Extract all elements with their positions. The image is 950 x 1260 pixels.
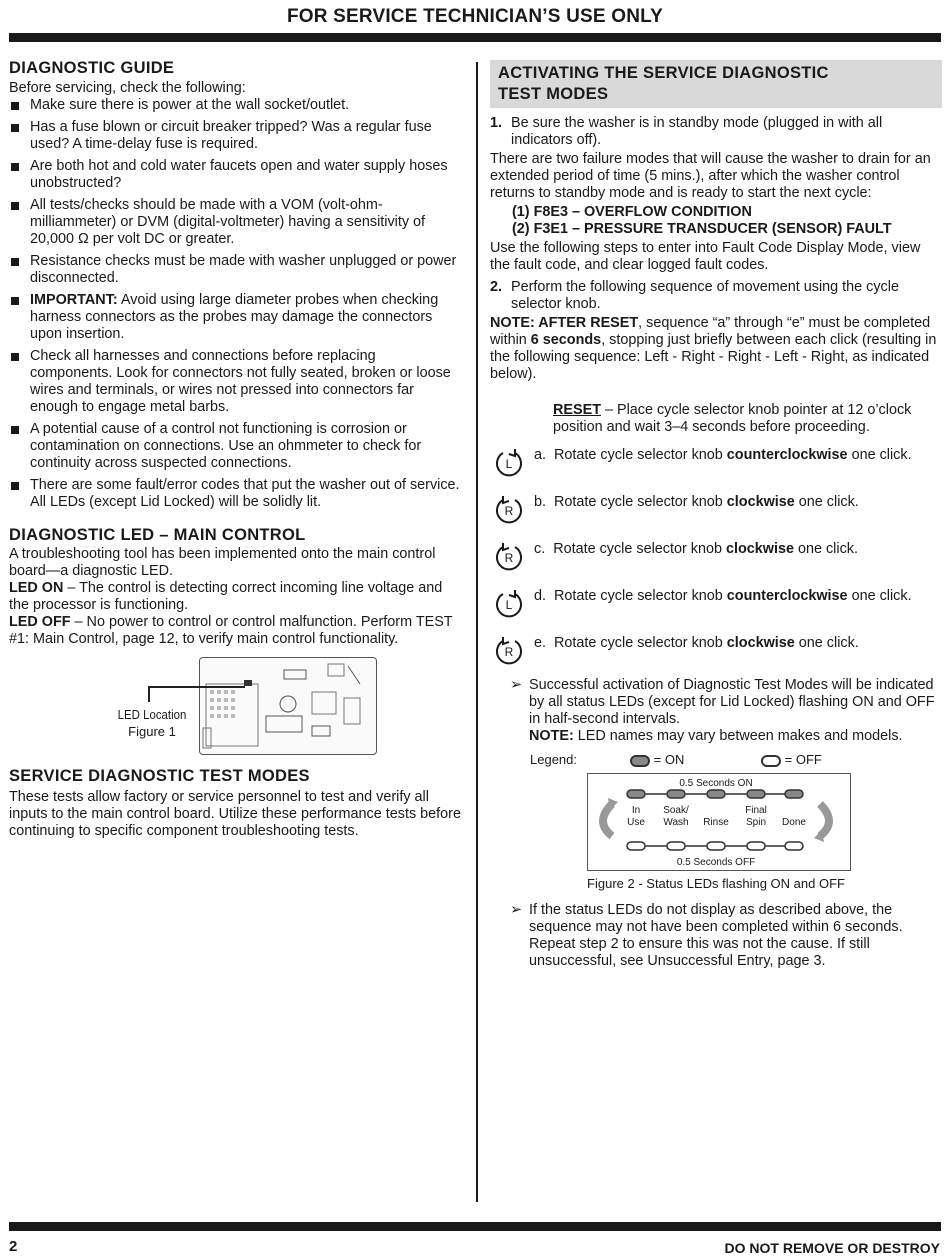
- step-pre: Rotate cycle selector knob: [554, 494, 727, 510]
- success-text: Successful activation of Diagnostic Test Modes will be indicated by all status LEDs (except for Lid Locked) flashing ON and OFF in half-second intervals.: [529, 677, 935, 727]
- diagnostic-guide-title: DIAGNOSTIC GUIDE: [9, 59, 175, 77]
- step-pre: Rotate cycle selector knob: [554, 447, 727, 463]
- control-board-drawing: [200, 658, 376, 754]
- step-letter: b.: [534, 494, 547, 510]
- note-text-2: , stopping just briefly between each click (resulting in the following sequence: Left - Right - Right - Left - Right, as indicated below).: [490, 332, 937, 382]
- legend: [490, 749, 942, 769]
- step-text: [534, 541, 858, 558]
- service-test-modes-text: These tests allow factory or service personnel to test and verify all inputs to the main control board. Utilize these performance tests before continuing to specific component troubleshooting tests.: [9, 789, 461, 839]
- step-pre: Rotate cycle selector knob: [554, 588, 727, 604]
- list-item: Make sure there is power at the wall socket/outlet.: [9, 97, 461, 114]
- guide-intro: Before servicing, check the following:: [9, 80, 246, 96]
- important-text: Avoid using large diameter probes when checking harness connectors as the probes may damage the connectors upon insertion.: [30, 292, 439, 342]
- failure-mode-2: (2) F3E1 – PRESSURE TRANSDUCER (SENSOR) FAULT: [512, 221, 892, 237]
- service-test-modes-title: SERVICE DIAGNOSTIC TEST MODES: [9, 767, 310, 785]
- step-text: [534, 588, 912, 605]
- note-after-reset: [490, 315, 942, 383]
- status-led-label: Final: [745, 805, 767, 816]
- icon-letter: R: [504, 504, 514, 518]
- step-text: [534, 635, 859, 652]
- status-led-label: Rinse: [703, 817, 729, 828]
- rotation-step: [490, 542, 942, 589]
- led-off-pill: [667, 842, 685, 850]
- diagnostic-led-title: DIAGNOSTIC LED – MAIN CONTROL: [9, 526, 306, 544]
- activating-title-line2: TEST MODES: [498, 85, 609, 103]
- list-item: All tests/checks should be made with a VOM (volt-ohm-milliammeter) or DVM (digital-voltmeter) having a sensitivity of 20,000 Ω per volt DC or greater.: [9, 197, 461, 248]
- led-intro: A troubleshooting tool has been implemented onto the main control board—a diagnostic LED.: [9, 546, 436, 579]
- step-2-text: Perform the following sequence of movement using the cycle selector knob.: [511, 279, 899, 312]
- step-direction: clockwise: [726, 635, 795, 651]
- figure-1-caption: Figure 1: [128, 724, 176, 739]
- step-direction: clockwise: [726, 494, 795, 510]
- step-post: one click.: [793, 541, 858, 557]
- figure-2-caption: Figure 2 - Status LEDs flashing ON and OFF: [587, 876, 845, 891]
- unsuccessful-item: [490, 902, 942, 970]
- led-off-icon: [761, 755, 781, 767]
- failure-modes-text: There are two failure modes that will cause the washer to drain for an extended period of time (5 mins.), after which the washer control returns to standby mode and is ready to start the next cycle:: [490, 151, 931, 201]
- column-divider: [476, 62, 478, 1202]
- step-text: [534, 494, 859, 511]
- clockwise-icon: [494, 495, 524, 525]
- rotation-step: [490, 636, 942, 683]
- reset-label: RESET: [553, 402, 601, 418]
- success-note-label: NOTE:: [529, 728, 574, 744]
- counterclockwise-icon: [494, 589, 524, 619]
- step-post: one click.: [847, 588, 912, 604]
- step-pre: Rotate cycle selector knob: [553, 541, 726, 557]
- status-led-drawing: [588, 774, 850, 870]
- figure-1: [9, 652, 461, 760]
- bottom-rule: [9, 1222, 941, 1231]
- arrow-bullet-icon: ➢: [510, 677, 523, 693]
- step-number: 2.: [490, 279, 503, 295]
- clockwise-icon: [494, 636, 524, 666]
- step-letter: a.: [534, 447, 547, 463]
- led-on-icon: [630, 755, 650, 767]
- step-post: one click.: [794, 494, 859, 510]
- led-on-pill: [627, 790, 645, 798]
- figure-2: [490, 773, 942, 873]
- list-item: Are both hot and cold water faucets open and water supply hoses unobstructed?: [9, 158, 461, 192]
- rotation-step: [490, 448, 942, 495]
- counterclockwise-icon: [494, 448, 524, 478]
- step-pre: Rotate cycle selector knob: [554, 635, 727, 651]
- page-header: FOR SERVICE TECHNICIAN’S USE ONLY: [286, 6, 664, 27]
- led-location-label: LED Location: [117, 707, 187, 722]
- icon-letter: R: [504, 645, 514, 659]
- figure-1-label: [113, 706, 191, 740]
- legend-on: [630, 751, 684, 768]
- status-led-label: Soak/: [663, 805, 689, 816]
- note-label: NOTE: AFTER RESET: [490, 315, 639, 331]
- led-on-paragraph: [9, 580, 461, 614]
- note-text-1: , sequence “a” through “e” must be completed within: [490, 315, 931, 348]
- led-on-pill: [667, 790, 685, 798]
- unsuccessful-text: If the status LEDs do not display as described above, the sequence may not have been completed within 6 seconds. Repeat step 2 to ensure this was not the cause. If still unsuccessful, see Unsuccessful Entry, page 3.: [529, 902, 903, 969]
- led-off-text: – No power to control or control malfunction. Perform TEST #1: Main Control, page 12, to verify main control functionality.: [9, 614, 453, 647]
- icon-letter: L: [505, 598, 513, 612]
- clockwise-icon: [494, 542, 524, 572]
- step-number: 1.: [490, 115, 503, 131]
- leader-line: [148, 686, 245, 688]
- list-item: Has a fuse blown or circuit breaker tripped? Was a regular fuse used? A time-delay fuse is required.: [9, 119, 461, 153]
- legend-label: Legend:: [530, 752, 577, 767]
- led-on-text: – The control is detecting correct incoming line voltage and the processor is functioning.: [9, 580, 443, 613]
- right-column: [490, 60, 942, 970]
- step-letter: c.: [534, 541, 546, 557]
- half-second-off-label: 0.5 Seconds OFF: [676, 857, 756, 868]
- status-led-label: Use: [627, 817, 645, 828]
- led-on-label: LED ON: [9, 580, 64, 596]
- list-item: There are some fault/error codes that put the washer out of service. All LEDs (except Lid Locked) will be solidly lit.: [9, 477, 461, 511]
- reset-text: – Place cycle selector knob pointer at 12 o’clock position and wait 3–4 seconds before proceeding.: [553, 402, 912, 435]
- led-on-pill: [785, 790, 803, 798]
- step-2: [490, 279, 942, 313]
- rotation-step: [490, 589, 942, 636]
- icon-letter: L: [505, 457, 513, 471]
- step-text: [534, 447, 912, 464]
- left-column: [9, 58, 461, 840]
- page-number: 2: [9, 1238, 18, 1255]
- step-1: [490, 115, 942, 149]
- top-rule: [9, 33, 941, 42]
- note-six-seconds: 6 seconds: [530, 332, 602, 348]
- rotation-step: [490, 495, 942, 542]
- reset-instruction: [490, 402, 942, 436]
- step-post: one click.: [847, 447, 912, 463]
- icon-letter: R: [504, 551, 514, 565]
- step-post: one click.: [794, 635, 859, 651]
- activating-section-header: [490, 60, 942, 108]
- control-board-image: [199, 657, 377, 755]
- list-item: Check all harnesses and connections before replacing components. Look for connectors not fully seated, broken or loose wires and terminals, or wires not pressed into connectors far enough to engage metal barbs.: [9, 348, 461, 416]
- legend-off: [761, 751, 822, 768]
- step-direction: counterclockwise: [726, 447, 848, 463]
- led-off-pill: [707, 842, 725, 850]
- step-direction: counterclockwise: [726, 588, 848, 604]
- step-letter: d.: [534, 588, 547, 604]
- led-off-pill: [627, 842, 645, 850]
- activating-title-line1: ACTIVATING THE SERVICE DIAGNOSTIC: [498, 64, 829, 82]
- status-led-label: Spin: [745, 817, 767, 828]
- list-item: A potential cause of a control not functioning is corrosion or contamination on connections. Use an ohmmeter to check for continuity across suspected connections.: [9, 421, 461, 472]
- step-direction: clockwise: [725, 541, 794, 557]
- list-item-important: [9, 292, 461, 343]
- step-letter: e.: [534, 635, 547, 651]
- failure-modes-list: [490, 204, 942, 238]
- leader-line: [148, 686, 150, 702]
- led-off-paragraph: [9, 614, 461, 648]
- step-1-text: Be sure the washer is in standby mode (plugged in with all indicators off).: [511, 115, 883, 148]
- important-label: IMPORTANT:: [30, 292, 118, 308]
- status-led-label: Wash: [663, 817, 689, 828]
- guide-list: [9, 97, 461, 511]
- legend-off-text: = OFF: [784, 752, 822, 767]
- list-item: Resistance checks must be made with washer unplugged or power disconnected.: [9, 253, 461, 287]
- led-on-pill: [747, 790, 765, 798]
- half-second-on-label: 0.5 Seconds ON: [679, 778, 753, 789]
- arrow-bullet-icon: ➢: [510, 902, 523, 918]
- led-off-pill: [747, 842, 765, 850]
- success-item: [490, 677, 942, 745]
- led-marker: [244, 680, 252, 686]
- failure-mode-1: (1) F8E3 – OVERFLOW CONDITION: [512, 204, 752, 220]
- status-led-label: In: [631, 805, 641, 816]
- legend-on-text: = ON: [653, 752, 685, 767]
- success-note-text: LED names may vary between makes and models.: [573, 728, 903, 744]
- footer-note: DO NOT REMOVE OR DESTROY: [724, 1240, 940, 1256]
- rotation-steps: [490, 448, 942, 683]
- status-led-label: Done: [782, 817, 806, 828]
- status-led-diagram: [587, 773, 851, 871]
- led-off-pill: [785, 842, 803, 850]
- led-off-label: LED OFF: [9, 614, 71, 630]
- led-on-pill: [707, 790, 725, 798]
- fault-code-text: Use the following steps to enter into Fault Code Display Mode, view the fault code, and clear logged fault codes.: [490, 240, 921, 273]
